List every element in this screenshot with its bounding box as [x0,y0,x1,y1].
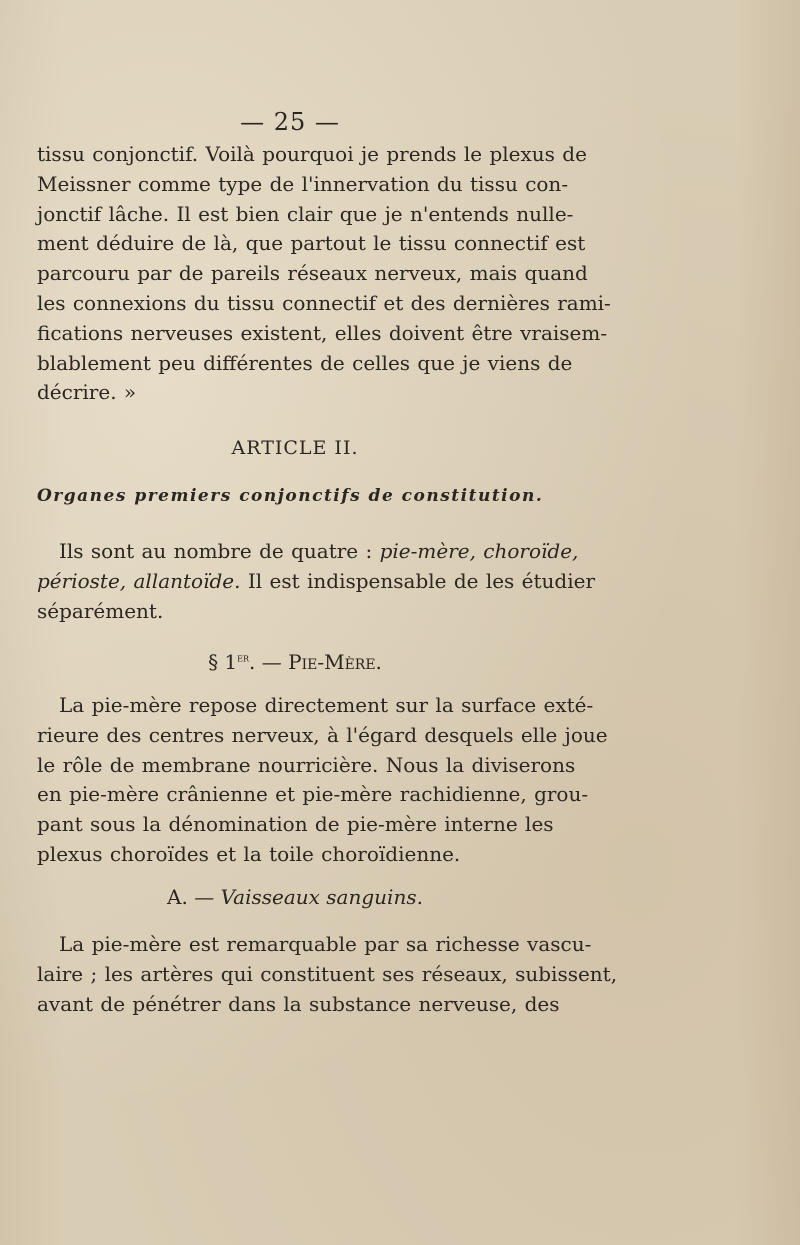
article-subtitle: Organes premiers conjonctifs de constitution. [37,486,544,506]
paragraph-4 [37,930,618,1019]
paragraph-3-line: plexus choroïdes et la toile choroïdienne. [37,841,461,866]
section-title-prefix: § 1 [208,650,238,674]
paragraph-1-line: Meissner comme type de l'innervation du tissu con- [37,171,569,196]
paragraph-2-terms: périoste, allantoïde. [37,568,241,593]
paragraph-1-line: blablement peu différentes de celles que je viens de [37,350,573,375]
paragraph-2-suffix: Il est indispensable de les étudier [240,568,596,593]
section-title-suffix: . — Pie-Mère. [249,650,382,674]
paragraph-2 [37,537,596,626]
paragraph-2-terms: pie-mère, choroïde, [379,539,579,563]
paragraph-1-line: tissu conjonctif. Voilà pourquoi je prends le plexus de [37,142,587,166]
paragraph-4-line: La pie-mère est remarquable par sa richesse vascu- [59,932,592,956]
paragraph-1 [37,140,611,408]
paragraph-1-line: décrire. » [37,380,137,405]
paragraph-3 [37,691,608,870]
paragraph-3-line: le rôle de membrane nourricière. Nous la diviserons [37,752,576,777]
paragraph-3-line: en pie-mère crânienne et pie-mère rachidienne, grou- [37,782,589,807]
paragraph-1-line: fications nerveuses existent, elles doivent être vraisem- [37,320,608,345]
paragraph-3-line: rieure des centres nerveux, à l'égard desquels elle joue [37,722,608,747]
paragraph-3-line: pant sous la dénomination de pie-mère interne les [37,812,554,837]
paragraph-1-line: ment déduire de là, que partout le tissu connectif est [37,231,586,256]
paragraph-2-line [37,537,579,567]
paragraph-4-line: avant de pénétrer dans la substance nerveuse, des [37,991,560,1016]
paragraph-1-line: les connexions du tissu connectif et des dernières rami- [37,290,611,315]
paragraph-4-line: laire ; les artères qui constituent ses réseaux, subissent, [37,961,618,986]
subsection-title [0,885,590,909]
paragraph-2-prefix: Ils sont au nombre de quatre : [59,539,380,563]
page-number: — 25 — [240,108,340,136]
article-title: ARTICLE II. [231,437,359,459]
subsection-title-prefix: A. — [167,885,221,909]
paragraph-1-line: parcouru par de pareils réseaux nerveux, mais quand [37,261,588,286]
section-title-sup: er [237,650,250,665]
subsection-title-italic: Vaisseaux sanguins. [220,885,423,909]
paragraph-3-line: La pie-mère repose directement sur la surface exté- [59,693,594,717]
paragraph-1-line: jonctif lâche. Il est bien clair que je n'entends nulle- [37,201,574,226]
section-title [0,650,590,674]
paragraph-2-line [37,567,596,597]
paragraph-2-line: séparément. [37,598,164,623]
